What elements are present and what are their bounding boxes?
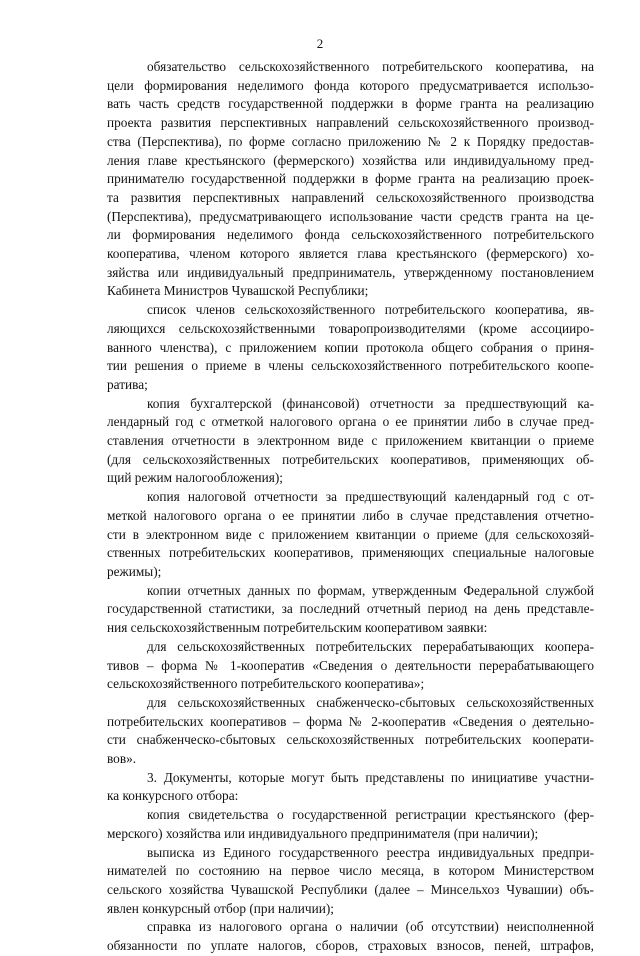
text-line: копия свидетельства о государственной регистрации крестьянского (фер- <box>147 807 594 823</box>
text-line: 3. Документы, которые могут быть представлены по инициативе участни- <box>147 769 594 785</box>
text-line: копия налоговой отчетности за предшествующий календарный год с от- <box>147 489 594 505</box>
text-line: список членов сельскохозяйственного потребительского кооператива, яв- <box>147 302 594 318</box>
text-line: тивов – форма № 1-кооператив «Сведения о деятельности перерабатывающего <box>107 657 594 673</box>
text-line: Кабинета Министров Чувашской Республики; <box>107 283 369 299</box>
text-line: для сельскохозяйственных потребительских перерабатывающих коопера- <box>147 638 594 654</box>
text-line: проекта развития перспективных направлений сельскохозяйственного производ- <box>107 115 594 131</box>
text-line: сти в электронном виде с приложением квитанции о приеме (для сельскохозяй- <box>107 526 594 542</box>
text-line: ставления отчетности в электронном виде с приложением квитанции о приеме <box>107 433 594 449</box>
text-line: лендарный год с отметкой налогового органа о ее принятии либо в случае пред- <box>107 414 594 430</box>
paragraph <box>107 694 594 769</box>
text-line: ли формирования неделимого фонда сельскохозяйственного потребительского <box>107 227 594 243</box>
paragraph <box>107 395 594 489</box>
text-line: кооператива, членом которого является глава крестьянского (фермерского) хо- <box>107 246 594 262</box>
paragraph <box>107 58 594 301</box>
text-line: нимателей по состоянию на первое число месяца, в котором Министерством <box>107 863 594 879</box>
page-number: 2 <box>316 36 324 51</box>
paragraph <box>107 769 594 806</box>
text-line: для сельскохозяйственных снабженческо-сбытовых сельскохозяйственных <box>147 694 594 710</box>
text-line: ратива; <box>107 376 148 392</box>
text-line: ка конкурсного отбора: <box>107 788 239 804</box>
text-line: государственной статистики, за последний отчетный период на день представле- <box>107 601 594 617</box>
text-line: (Перспектива), предусматривающего использование части средств гранта на це- <box>107 208 594 224</box>
text-line: сельскохозяйственного потребительского кооператива»; <box>107 676 425 692</box>
text-line: ления главе крестьянского (фермерского) хозяйства или индивидуальному пред- <box>107 152 594 168</box>
text-line: копия бухгалтерской (финансовой) отчетности за предшествующий ка- <box>147 395 594 411</box>
text-line: та развития перспективных направлений сельскохозяйственного производства <box>107 189 594 205</box>
text-line: ства (Перспектива), по форме согласно приложению № 2 к Порядку предостав- <box>107 133 594 149</box>
text-line: ляющихся сельскохозяйственными товаропроизводителями (кроме ассоцииро- <box>107 320 594 336</box>
text-line: явлен конкурсный отбор (при наличии); <box>107 900 334 916</box>
text-line: цели формирования неделимого фонда которого предусматривается использо- <box>107 77 594 93</box>
text-line: сти снабженческо-сбытовых сельскохозяйственных потребительских кооперати- <box>107 732 594 748</box>
text-line: ванного членства), с приложением копии протокола общего собрания о приня- <box>107 339 594 355</box>
paragraph <box>107 638 594 694</box>
text-line: обязательство сельскохозяйственного потребительского кооператива, на <box>147 59 594 74</box>
text-line: справка из налогового органа о наличии (об отсутствии) неисполненной <box>147 919 594 935</box>
text-line: ния сельскохозяйственным потребительским кооперативом заявки: <box>107 620 488 636</box>
text-line: вать часть средств государственной поддержки в форме гранта на реализацию <box>107 96 594 112</box>
text-line: щий режим налогообложения); <box>107 470 283 486</box>
text-line: обязанности по уплате налогов, сборов, страховых взносов, пеней, штрафов, <box>107 938 594 954</box>
text-line: мерского) хозяйства или индивидуального предпринимателя (при наличии); <box>107 825 539 841</box>
paragraph <box>107 488 594 582</box>
text-line: (для сельскохозяйственных потребительских кооперативов, применяющих об- <box>107 451 594 467</box>
text-line: выписка из Единого государственного реестра индивидуальных предпри- <box>147 844 594 860</box>
text-line: потребительских кооперативов – форма № 2-кооператив «Сведения о деятельно- <box>107 713 594 729</box>
text-line: зяйства или индивидуальный предприниматель, утвержденному постановлением <box>107 264 594 280</box>
text-line: сельского хозяйства Чувашской Республики (далее – Минсельхоз Чувашии) объ- <box>107 881 594 897</box>
text-line: копии отчетных данных по формам, утвержденным Федеральной службой <box>147 582 594 598</box>
paragraph <box>107 582 594 638</box>
paragraph <box>107 806 594 843</box>
text-line: режимы); <box>107 563 162 579</box>
paragraph <box>107 918 594 955</box>
text-line: вов». <box>107 751 137 767</box>
text-line: ственных потребительских кооперативов, применяющих специальные налоговые <box>107 545 594 561</box>
text-line: меткой налогового органа о ее принятии либо в случае представления отчетно- <box>107 507 594 523</box>
text-line: тии решения о приеме в члены сельскохозяйственного потребительского коопе- <box>107 358 594 374</box>
paragraph <box>107 844 594 919</box>
document-body <box>107 58 594 956</box>
text-line: принимателю государственной поддержки в форме гранта на реализацию проек- <box>107 171 594 187</box>
paragraph <box>107 301 594 395</box>
